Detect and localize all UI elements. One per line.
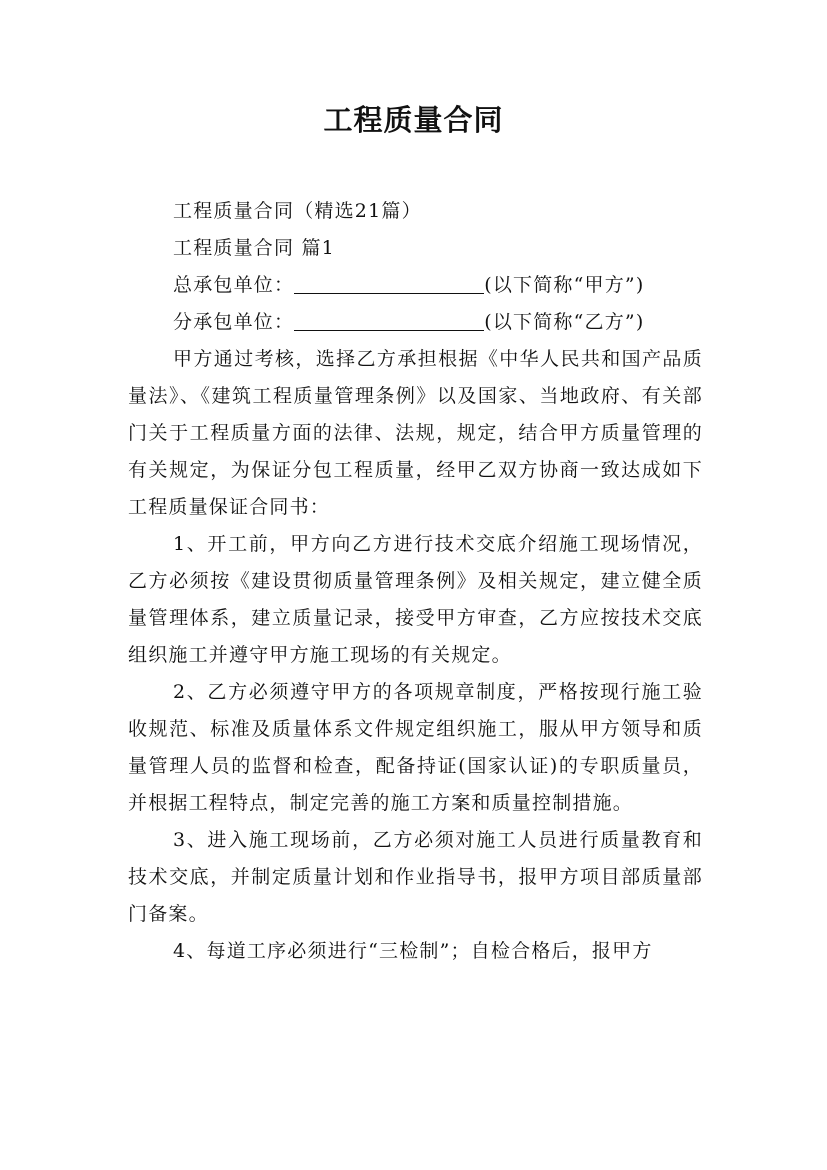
section-heading: 工程质量合同 篇1 [173, 237, 335, 259]
document-body [128, 193, 703, 970]
paragraph-clause-1: 1、开工前，甲方向乙方进行技术交底介绍施工现场情况，乙方必须按《建设贯彻质量管理条例》及相关规定，建立健全质量管理体系，建立质量记录，接受甲方审查，乙方应按技术交底组织施工并遵守甲方施工现场的有关规定。 [128, 533, 703, 666]
contractor-blank [294, 273, 484, 294]
subcontractor-note: (以下简称“乙方”) [484, 311, 645, 333]
paragraph-clause-4: 4、每道工序必须进行“三检制”；自检合格后，报甲方 [173, 940, 653, 962]
paragraph-intro: 甲方通过考核，选择乙方承担根据《中华人民共和国产品质量法》、《建筑工程质量管理条例》以及国家、当地政府、有关部门关于工程质量方面的法律、法规，规定，结合甲方质量管理的有关规定，为保证分包工程质量，经甲乙双方协商一致达成如下工程质量保证合同书： [128, 348, 703, 518]
document-subtitle: 工程质量合同（精选21篇） [173, 200, 422, 222]
paragraph-clause-3: 3、进入施工现场前，乙方必须对施工人员进行质量教育和技术交底，并制定质量计划和作业指导书，报甲方项目部质量部门备案。 [128, 829, 703, 925]
document-title: 工程质量合同 [323, 103, 504, 137]
paragraph-clause-2: 2、乙方必须遵守甲方的各项规章制度，严格按现行施工验收规范、标准及质量体系文件规定组织施工，服从甲方领导和质量管理人员的监督和检查，配备持证(国家认证)的专职质量员，并根据工程特点，制定完善的施工方案和质量控制措施。 [128, 681, 703, 814]
contractor-note: (以下简称“甲方”) [484, 274, 645, 296]
subcontractor-line [128, 304, 703, 341]
contractor-label: 总承包单位： [173, 274, 295, 296]
subcontractor-label: 分承包单位： [173, 311, 295, 333]
contractor-line [128, 267, 703, 304]
subcontractor-blank [294, 310, 484, 331]
